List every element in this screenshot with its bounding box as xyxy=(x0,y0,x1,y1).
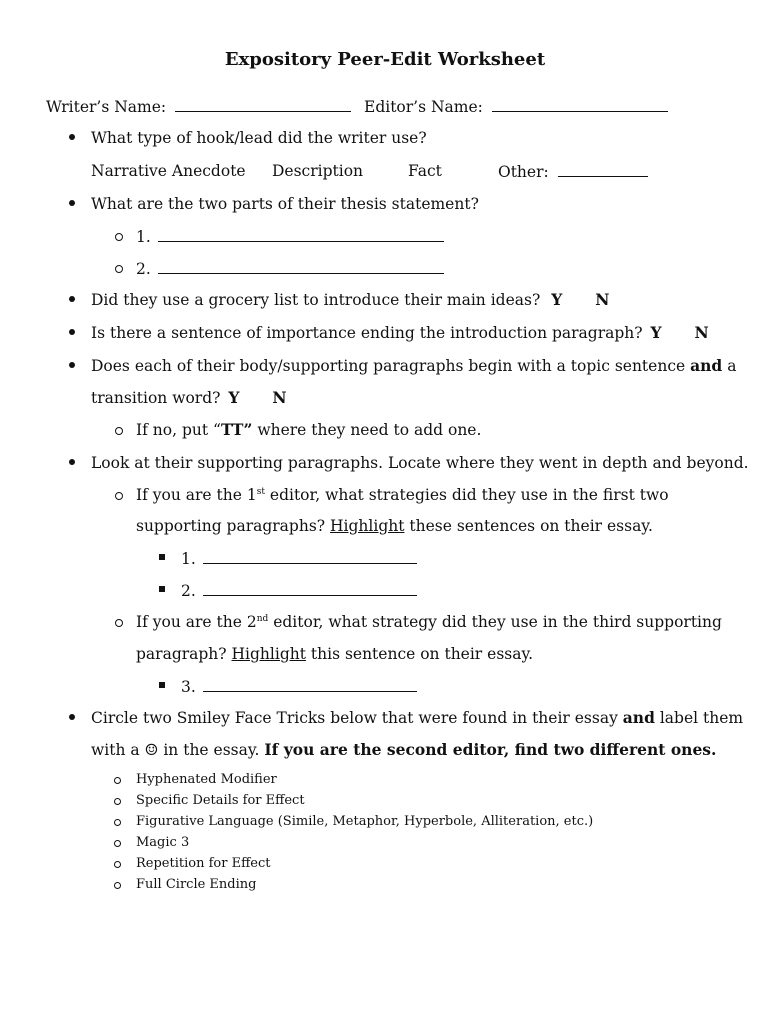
bullet-circle xyxy=(114,882,121,889)
bullet-dot xyxy=(69,200,75,206)
editor-name-field[interactable] xyxy=(492,96,668,112)
topic-yes[interactable]: Y xyxy=(228,388,240,407)
smiley-line2-pre: with a ☺ in the essay. xyxy=(91,741,265,759)
depth-second-editor-line1 xyxy=(136,612,722,632)
bullet-dot xyxy=(69,459,75,465)
trick-option[interactable]: Specific Details for Effect xyxy=(136,793,305,808)
bullet-square xyxy=(159,682,165,688)
smiley-question-line2 xyxy=(91,740,716,760)
thesis-item-2 xyxy=(136,258,444,279)
smiley-question-line1 xyxy=(91,708,743,728)
trick-option[interactable]: Hyphenated Modifier xyxy=(136,772,277,787)
thesis-item-2-field[interactable] xyxy=(158,258,444,274)
depth-item-2-num: 2. xyxy=(181,582,196,600)
first-editor-post: editor, what strategies did they use in the first two xyxy=(264,486,669,504)
importance-question-text: Is there a sentence of importance ending the introduction paragraph? xyxy=(91,324,643,342)
first-editor-highlight: Highlight xyxy=(330,517,405,535)
second-editor-highlight: Highlight xyxy=(231,645,306,663)
depth-item-2-field[interactable] xyxy=(203,580,417,596)
importance-yes[interactable]: Y xyxy=(650,323,662,342)
trick-option[interactable]: Figurative Language (Simile, Metaphor, Hyperbole, Alliteration, etc.) xyxy=(136,814,594,829)
first-editor-pre: If you are the 1 xyxy=(136,486,257,504)
first-editor-line2-pre: supporting paragraphs? xyxy=(136,517,331,535)
smiley-line1-and: and xyxy=(622,708,655,727)
bullet-dot xyxy=(69,134,75,140)
grocery-no[interactable]: N xyxy=(595,290,610,309)
topic-question-transition: transition word? xyxy=(91,389,221,407)
page-title: Expository Peer-Edit Worksheet xyxy=(224,49,546,70)
bullet-circle xyxy=(115,492,123,500)
topic-sub-instruction xyxy=(136,420,481,440)
topic-question-and: and xyxy=(690,356,723,375)
bullet-dot xyxy=(69,296,75,302)
second-editor-line2-pre: paragraph? xyxy=(136,645,232,663)
bullet-square xyxy=(159,554,165,560)
bullet-circle xyxy=(115,265,123,273)
grocery-question-text: Did they use a grocery list to introduce their main ideas? xyxy=(91,291,541,309)
topic-no[interactable]: N xyxy=(272,388,287,407)
thesis-item-1 xyxy=(136,226,444,247)
depth-item-3 xyxy=(181,676,417,697)
trick-option[interactable]: Repetition for Effect xyxy=(136,856,271,871)
depth-item-2 xyxy=(181,580,417,601)
grocery-question xyxy=(91,290,609,310)
depth-first-editor-line1 xyxy=(136,485,669,505)
bullet-circle xyxy=(115,233,123,241)
topic-sub-post: where they need to add one. xyxy=(252,421,482,439)
first-editor-sup: st xyxy=(256,486,265,497)
thesis-item-1-num: 1. xyxy=(136,228,151,246)
depth-second-editor-line2 xyxy=(136,644,533,664)
bullet-circle xyxy=(115,619,123,627)
bullet-circle xyxy=(114,798,121,805)
hook-other-field[interactable] xyxy=(558,161,648,177)
trick-option[interactable]: Full Circle Ending xyxy=(136,877,257,892)
hook-option-description: Description xyxy=(272,162,364,180)
trick-option[interactable]: Magic 3 xyxy=(136,835,190,850)
depth-question: Look at their supporting paragraphs. Locate where they went in depth and beyond. xyxy=(91,454,749,472)
topic-question-line2 xyxy=(91,388,287,408)
bullet-circle xyxy=(114,819,121,826)
editor-name-label: Editor’s Name: xyxy=(364,98,483,116)
smiley-line1-post: label them xyxy=(654,709,744,727)
grocery-yes[interactable]: Y xyxy=(551,290,563,309)
depth-item-3-num: 3. xyxy=(181,678,196,696)
first-editor-line2-post: these sentences on their essay. xyxy=(404,517,653,535)
depth-item-1 xyxy=(181,548,417,569)
hook-option-other xyxy=(498,161,648,182)
depth-item-1-num: 1. xyxy=(181,550,196,568)
hook-option-fact: Fact xyxy=(408,162,442,180)
thesis-question: What are the two parts of their thesis statement? xyxy=(91,195,479,213)
smiley-line1-pre: Circle two Smiley Face Tricks below that were found in their essay xyxy=(91,709,623,727)
bullet-circle xyxy=(114,861,121,868)
second-editor-pre: If you are the 2 xyxy=(136,613,257,631)
hook-option-anecdote: Narrative Anecdote xyxy=(91,162,246,180)
second-editor-line2-post: this sentence on their essay. xyxy=(305,645,534,663)
bullet-circle xyxy=(114,840,121,847)
thesis-item-2-num: 2. xyxy=(136,260,151,278)
smiley-line2-bold: If you are the second editor, find two different ones. xyxy=(264,740,717,759)
writer-name-field[interactable] xyxy=(175,96,351,112)
writer-name-row xyxy=(46,96,668,117)
importance-question xyxy=(91,323,709,343)
topic-sub-pre: If no, put “ xyxy=(136,421,221,439)
topic-question-a: a xyxy=(727,357,737,375)
thesis-item-1-field[interactable] xyxy=(158,226,444,242)
topic-question-line1 xyxy=(91,356,736,376)
bullet-circle xyxy=(115,427,123,435)
topic-question-text: Does each of their body/supporting paragraphs begin with a topic sentence xyxy=(91,357,686,375)
importance-no[interactable]: N xyxy=(694,323,709,342)
second-editor-sup: nd xyxy=(256,613,269,624)
writer-name-label: Writer’s Name: xyxy=(46,98,167,116)
depth-first-editor-line2 xyxy=(136,516,653,536)
second-editor-post: editor, what strategy did they use in the third supporting xyxy=(268,613,722,631)
hook-question: What type of hook/lead did the writer use? xyxy=(91,129,427,147)
bullet-square xyxy=(159,586,165,592)
bullet-dot xyxy=(69,329,75,335)
depth-item-1-field[interactable] xyxy=(203,548,417,564)
bullet-dot xyxy=(69,362,75,368)
topic-sub-tt: TT” xyxy=(220,420,253,439)
bullet-circle xyxy=(114,777,121,784)
hook-option-other-label: Other: xyxy=(498,163,549,181)
depth-item-3-field[interactable] xyxy=(203,676,417,692)
bullet-dot xyxy=(69,714,75,720)
